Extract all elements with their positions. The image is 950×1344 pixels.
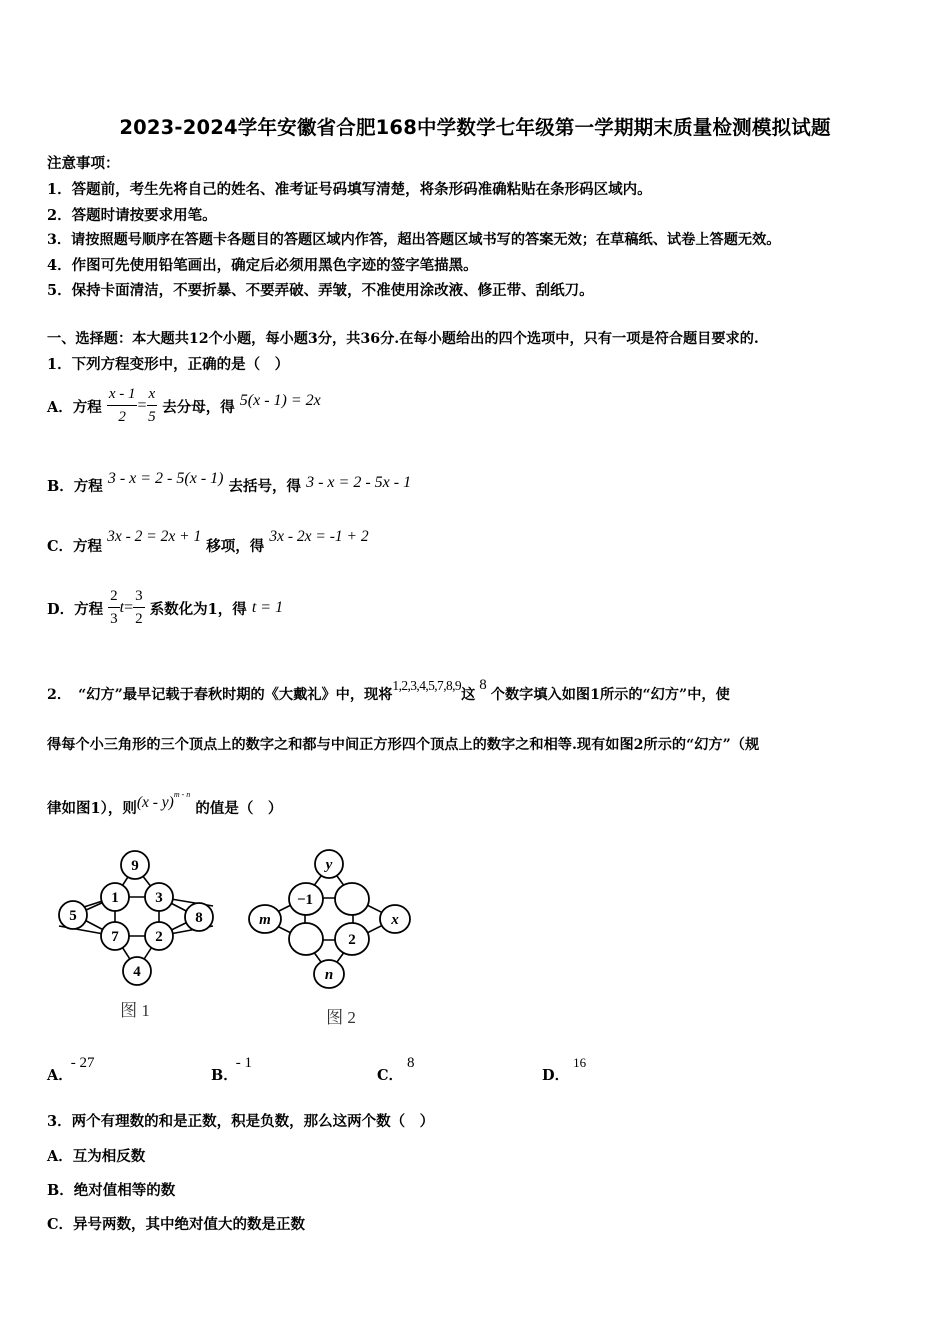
q2-option-a: A．- 27 — [47, 1055, 95, 1084]
fig1-label-bottom-left: 7 — [111, 929, 119, 945]
notice-item-5: 5．保持卡面清洁，不要折暴、不要弄破、弄皱，不准使用涂改液、修正带、刮纸刀。 — [47, 282, 594, 299]
fig2-label-bottom-right: 2 — [348, 932, 356, 948]
notice-item-2: 2．答题时请按要求用笔。 — [47, 207, 217, 224]
q1-a-fraction-left: $\frac{x - 1}{2}$ — [108, 386, 136, 425]
q2-line-1: 2． “幻方”最早记载于春秋时期的《大戴礼》中，现将1,2,3,4,5,7,8,9这8个数字填入如图1所示的“幻方”中，使 — [47, 677, 730, 703]
q1-a-label: A．方程 — [47, 398, 102, 416]
q1-a-fraction-right: $\frac{x}{5}$ — [148, 386, 156, 425]
q1-b-expr: 3 - x = 2 - 5(x - 1) — [107, 470, 224, 487]
q1-c-result: 3x - 2x = -1 + 2 — [269, 528, 369, 545]
q1-option-d: D．方程 $\frac{2}{3}$ t= $\frac{3}{2}$ 系数化为1，得 t = 1 — [47, 588, 284, 627]
fig1-label-top-left: 1 — [111, 890, 119, 906]
q2-exponent: m - n — [173, 790, 191, 800]
q1-d-mid: 系数化为1，得 — [149, 600, 247, 618]
q1-stem: 1．下列方程变形中，正确的是（ ） — [47, 356, 290, 373]
q1-d-label: D．方程 — [47, 600, 104, 618]
fig1-label-left: 5 — [69, 908, 77, 924]
q1-c-expr: 3x - 2 = 2x + 1 — [107, 528, 202, 545]
fig2-node-bottom-left — [289, 923, 323, 955]
fig2-caption: 图 2 — [326, 1008, 356, 1027]
fig1-label-right: 8 — [195, 910, 203, 926]
fig1-caption: 图 1 — [120, 1001, 150, 1020]
fig1-label-bottom: 4 — [133, 964, 141, 980]
q3-option-b: B．绝对值相等的数 — [47, 1182, 176, 1199]
q2-option-b: B．- 1 — [211, 1055, 253, 1084]
fig2-node-top-right — [335, 883, 369, 915]
magic-square-figure-2 — [245, 848, 420, 1030]
q2-numbers: 1,2,3,4,5,7,8,9 — [392, 678, 462, 693]
q2-option-c: C．8 — [377, 1055, 415, 1084]
q3-option-c: C．异号两数，其中绝对值大的数是正数 — [47, 1216, 306, 1233]
fig1-label-top: 9 — [131, 858, 139, 874]
q1-option-b — [47, 470, 412, 496]
magic-square-figure-1 — [55, 848, 225, 1023]
fig2-label-top: y — [325, 857, 333, 873]
fig1-label-top-right: 3 — [155, 890, 163, 906]
fig2-label-bottom: n — [324, 967, 334, 983]
q2-option-d: D．16 — [542, 1055, 587, 1084]
q2-line-3: 律如图1），则(x - y)$^{m - n}$ 的值是（ ） — [47, 790, 283, 817]
q1-a-mid: 去分母，得 — [162, 398, 235, 416]
notice-item-4: 4．作图可先使用铅笔画出，确定后必须用黑色字迹的签字笔描黑。 — [47, 257, 478, 274]
q1-b-label: B．方程 — [47, 478, 103, 495]
notice-item-3: 3．请按照题号顺序在答题卡各题目的答题区域内作答，超出答题区域书写的答案无效；在草稿纸、试卷上答题无效。 — [47, 232, 781, 248]
q3-stem: 3．两个有理数的和是正数，积是负数，那么这两个数（ ） — [47, 1113, 435, 1130]
q1-d-result: t = 1 — [251, 599, 284, 616]
q1-c-mid: 移项，得 — [206, 538, 265, 555]
fig2-label-left: m — [259, 912, 271, 928]
q1-d-fraction-right: $\frac{3}{2}$ — [135, 588, 143, 627]
section-heading: 一、选择题：本大题共12个小题，每小题3分，共36分.在每小题给出的四个选项中，只有一项是符合题目要求的. — [47, 331, 759, 347]
q1-c-label: C．方程 — [47, 538, 103, 555]
q3-option-a: A．互为相反数 — [47, 1148, 146, 1165]
notice-item-1: 1．答题前，考生先将自己的姓名、准考证号码填写清楚，将条形码准确粘贴在条形码区域内。 — [47, 181, 652, 198]
q1-a-result: 5(x - 1) = 2x — [239, 392, 321, 409]
q1-b-result: 3 - x = 2 - 5x - 1 — [306, 474, 412, 491]
page-title: 2023-2024学年安徽省合肥168中学数学七年级第一学期期末质量检测模拟试题 — [119, 116, 831, 139]
notice-heading: 注意事项： — [47, 155, 120, 172]
q2-expression: (x - y) — [136, 794, 174, 811]
q1-option-a: A．方程 $\frac{x - 1}{2}$ = $\frac{x}{5}$ 去分母，得 5(x - 1) = 2x — [47, 386, 321, 425]
fig1-label-bottom-right: 2 — [155, 929, 163, 945]
q1-b-mid: 去括号，得 — [228, 478, 302, 495]
q1-option-c — [47, 528, 369, 556]
fig2-label-right: x — [391, 912, 399, 928]
q2-line-2: 得每个小三角形的三个顶点上的数字之和都与中间正方形四个顶点上的数字之和相等.现有如图2所示的“幻方”（规 — [47, 737, 760, 753]
q1-d-fraction-left: $\frac{2}{3}$ — [110, 588, 118, 627]
fig2-label-top-left: −1 — [296, 892, 314, 908]
